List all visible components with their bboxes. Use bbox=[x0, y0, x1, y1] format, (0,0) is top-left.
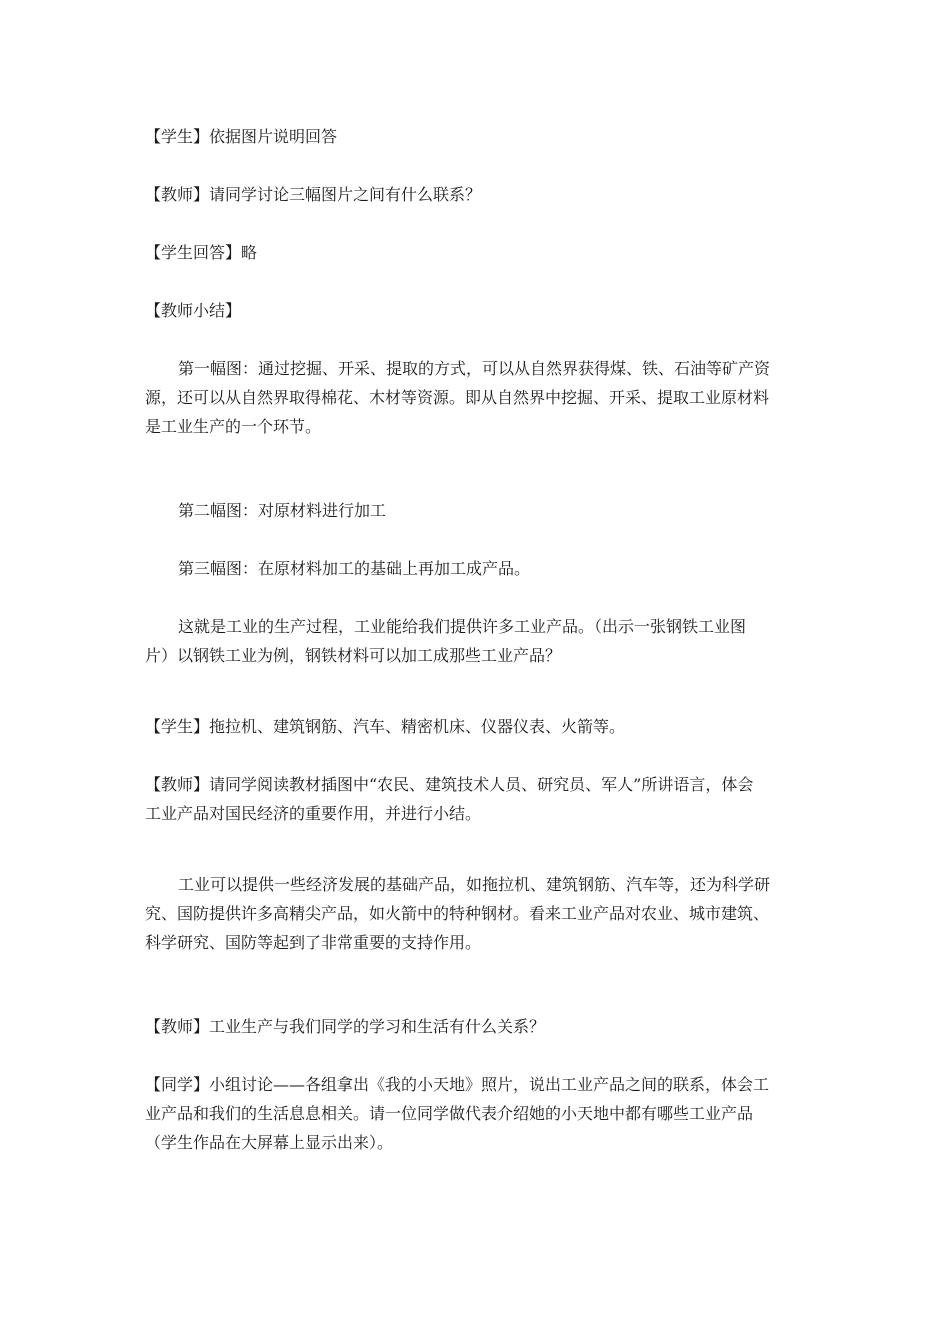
text-line: 科学研究、国防等起到了非常重要的支持作用。 bbox=[145, 933, 482, 952]
paragraph-picture-one bbox=[145, 354, 805, 441]
text-line: 【学生回答】略 bbox=[145, 243, 258, 262]
paragraph-student-products bbox=[145, 712, 805, 741]
text-line: 工业产品对国民经济的重要作用，并进行小结。 bbox=[145, 804, 482, 823]
text-line: 第二幅图：对原材料进行加工 bbox=[178, 501, 387, 520]
text-line: （学生作品在大屏幕上显示出来）。 bbox=[145, 1133, 394, 1152]
text-line: 第三幅图：在原材料加工的基础上再加工成产品。 bbox=[178, 559, 531, 578]
text-line: 工业可以提供一些经济发展的基础产品，如拖拉机、建筑钢筋、汽车等，还为科学研 bbox=[178, 875, 771, 894]
text-line: 【教师】请同学阅读教材插图中“农民、建筑技术人员、研究员、军人”所讲语言，体会 bbox=[145, 775, 754, 794]
paragraph-group-discussion bbox=[145, 1070, 805, 1157]
text-line: 【教师】工业生产与我们同学的学习和生活有什么关系？ bbox=[145, 1017, 546, 1036]
text-line: 业产品和我们的生活息息相关。请一位同学做代表介绍她的小天地中都有哪些工业产品 bbox=[145, 1104, 754, 1123]
paragraph-student-answer-by-picture bbox=[145, 122, 805, 151]
paragraph-teacher-read-illustration bbox=[145, 770, 805, 828]
text-line: 第一幅图：通过挖掘、开采、提取的方式，可以从自然界获得煤、铁、石油等矿产资 bbox=[178, 359, 771, 378]
text-line: 源，还可以从自然界取得棉花、木材等资源。即从自然界中挖掘、开采、提取工业原材料 bbox=[145, 388, 770, 407]
text-line: 【学生】依据图片说明回答 bbox=[145, 127, 338, 146]
paragraph-picture-three bbox=[145, 554, 805, 583]
paragraph-picture-two bbox=[145, 496, 805, 525]
text-line: 片）以钢铁工业为例，钢铁材料可以加工成那些工业产品？ bbox=[145, 646, 562, 665]
paragraph-student-reply bbox=[145, 238, 805, 267]
text-line: 【同学】小组讨论——各组拿出《我的小天地》照片，说出工业产品之间的联系，体会工 bbox=[145, 1075, 770, 1094]
text-line: 【教师】请同学讨论三幅图片之间有什么联系？ bbox=[145, 185, 482, 204]
paragraph-production-process bbox=[145, 612, 805, 670]
text-line: 【学生】拖拉机、建筑钢筋、汽车、精密机床、仪器仪表、火箭等。 bbox=[145, 717, 626, 736]
paragraph-teacher-summary-heading bbox=[145, 296, 805, 325]
text-line: 【教师小结】 bbox=[145, 301, 242, 320]
paragraph-industry-support bbox=[145, 870, 805, 957]
text-line: 究、国防提供许多高精尖产品，如火箭中的特种钢材。看来工业产品对农业、城市建筑、 bbox=[145, 904, 770, 923]
paragraph-teacher-question-relation bbox=[145, 180, 805, 209]
paragraph-teacher-life-question bbox=[145, 1012, 805, 1041]
text-line: 这就是工业的生产过程，工业能给我们提供许多工业产品。（出示一张钢铁工业图 bbox=[178, 617, 747, 636]
text-line: 是工业生产的一个环节。 bbox=[145, 417, 322, 436]
